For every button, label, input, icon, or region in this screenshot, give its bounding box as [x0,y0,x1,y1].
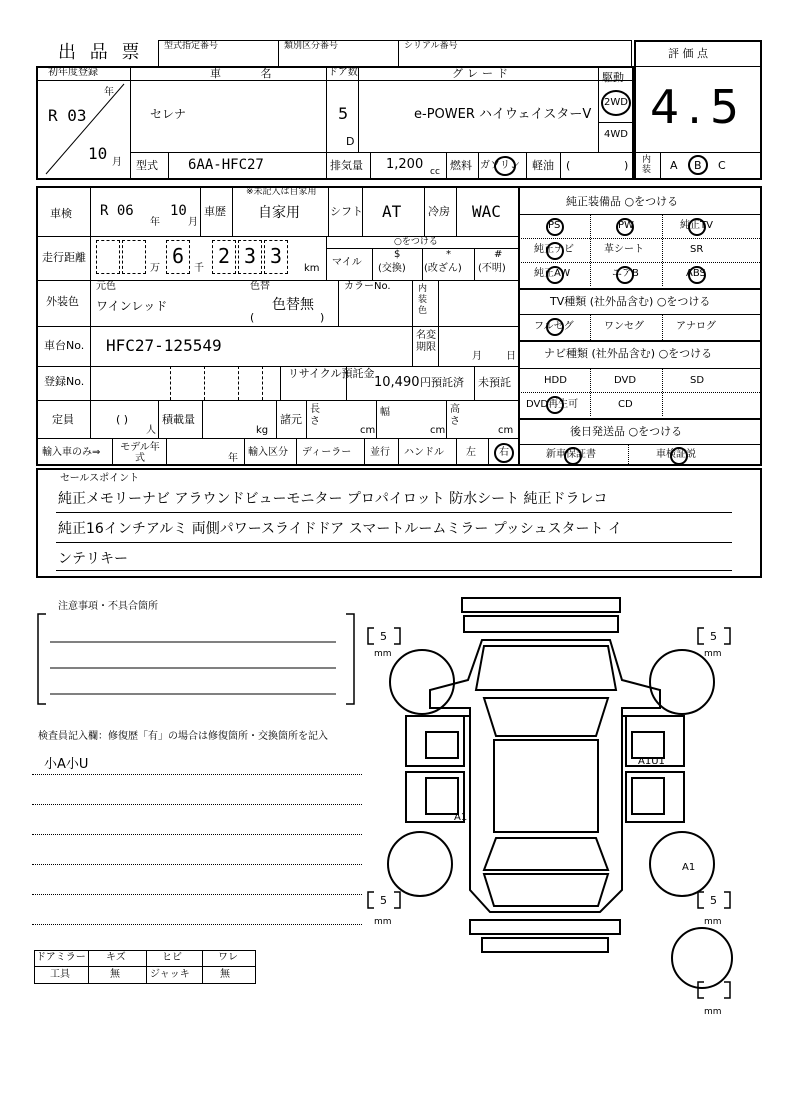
mileage-label: 走行距離 [42,251,86,264]
history-note: ※未記入は自家用 [246,187,317,197]
tv-analog: アナログ [676,321,716,332]
tv-fullseg: フルセグ [534,321,574,332]
katashiki-label: 型式指定番号 [164,41,219,51]
interior-c: C [718,159,726,172]
recycle-label: リサイクル預託金 [288,367,375,380]
repaint-value: 色替無 [272,297,314,313]
mileage-digit-6: 3 [270,244,283,268]
serial-label: シリアル番号 [404,41,458,51]
original-color: ワインレッド [96,299,168,313]
original-color-label: 元色 [96,281,116,292]
doors-suffix: D [346,135,355,148]
equip-sr: SR [690,244,704,255]
chassis-value: HFC27-125549 [106,336,222,355]
tread-rl-mm: mm [374,917,392,927]
dealer-label: ディーラー [302,447,352,458]
drive-2wd: 2WD [604,97,628,108]
km-unit: km [304,263,320,274]
grade-label: グレード [452,67,512,80]
car-damage-diagram [360,590,780,1090]
table-r2c4: 無 [220,969,230,980]
first-reg-month: 10 [88,144,108,163]
header-id-fields [158,40,632,68]
doors-value: 5 [338,104,349,123]
interior-a: A [670,159,678,172]
kaizan-label: (改ざん) [424,263,462,274]
fuel-label: 燃料 [450,159,472,172]
table-r2c1: 工具 [50,969,70,980]
notes-bracket [36,610,356,710]
mile-label: マイル [332,257,362,268]
tv-title: TV種類 (社外品含む) ○をつける [550,295,711,308]
repaint-paren-close: ) [320,311,325,324]
displacement-label: 排気量 [330,159,363,172]
repaint-paren-open: ( [250,311,255,324]
cc-unit: cc [430,167,440,177]
tread-rl: 5 [380,894,387,907]
navi-title: ナビ種類 (社外品含む) ○をつける [544,347,713,360]
recycle-not: 未預託 [478,376,511,389]
tread-fr: 5 [710,630,717,643]
car-name-label: 車 名 [210,67,290,80]
shaken-year-unit: 年 [150,217,160,228]
interior-label: 内装 [642,155,652,175]
model-value: 6AA-HFC27 [188,157,264,173]
grade-value: e-POWER ハイウェイスターV [414,107,592,122]
fuel-paren-open: ( [566,159,571,172]
ac-value: WAC [472,202,501,221]
length-label: 長さ [310,404,320,427]
exterior-label: 外装色 [46,295,79,308]
sales-line-3: ンテリキー [58,551,128,567]
reg-no-label: 登録No. [44,375,85,388]
mileage-digit-3: 6 [172,244,185,268]
koukan-symbol: $ [394,249,401,260]
load-label: 積載量 [162,413,195,426]
equip-abs: ABS [686,268,706,279]
height-label: 高さ [450,404,460,427]
handle-left: 左 [466,447,476,458]
length-cm-unit: cm [360,425,376,436]
person-unit: 人 [146,425,156,436]
fumei-symbol: # [494,249,503,260]
ac-label: 冷房 [428,205,450,218]
navi-sd: SD [690,375,705,386]
tread-fl: 5 [380,630,387,643]
mark-label: ○をつける [394,237,438,247]
navi-hdd: HDD [544,375,567,386]
sen-unit: 千 [194,263,204,274]
import-label: 輸入車のみ⇒ [42,447,101,458]
shaken-month: 10 [170,203,187,219]
ruibetsu-label: 類別区分番号 [284,41,339,51]
first-reg-label: 初年度登録 [48,67,98,78]
mileage-digit-4: 2 [218,244,231,268]
equip-airbag: エアB [612,268,639,279]
history-value: 自家用 [258,205,300,221]
spare-mm: mm [704,1007,722,1017]
tread-rr-mm: mm [704,917,722,927]
kaizan-symbol: * [446,249,451,260]
equip-pw: PW [618,220,634,231]
equip-navi: 純正ナビ [534,244,574,255]
shaken-month-unit: 月 [188,217,198,228]
table-r1c2: キズ [106,952,126,963]
parallel-label: 並行 [370,447,390,458]
score-value: 4.5 [650,80,748,134]
form-title: 出 品 票 [58,42,144,63]
drive-4wd: 4WD [604,129,628,140]
equip-aw: 純正AW [534,268,571,279]
height-cm-unit: cm [498,425,514,436]
mileage-digit-5: 3 [244,244,257,268]
koukan-label: (交換) [378,263,406,274]
table-r1c1: ドアミラー [36,952,86,963]
table-r2c2: 無 [110,969,120,980]
name-change-label: 名変期限 [416,330,436,353]
color-no-label: カラーNo. [344,281,391,292]
fumei-label: (不明) [478,263,506,274]
sales-label: セールスポイント [60,473,140,484]
notes-label: 注意事項・不具合箇所 [58,601,158,612]
navi-cd: CD [618,399,633,410]
first-reg-month-unit: 月 [112,157,122,168]
interior-color-label: 内装色 [418,284,428,316]
shaken-year: R 06 [100,203,134,219]
sales-line-1: 純正メモリーナビ アラウンドビューモニター プロパイロット 防水シート 純正ドラレコ [58,491,608,507]
inspector-label: 検査員記入欄：修復歴「有」の場合は修復箇所・交換箇所を記入 [38,731,328,742]
man-unit: 万 [150,263,160,274]
mark-a1u1: A1U1 [638,756,665,767]
recycle-amount: 10,490 [374,375,420,390]
later-title: 後日発送品 ○をつける [570,425,683,438]
mark-a1-rear: A1 [682,862,696,873]
navi-dvd-playback: DVD再生可 [526,399,579,410]
capacity-paren: ( ) [116,413,129,426]
navi-dvd: DVD [614,375,637,386]
equip-tv: 純正TV [680,220,713,231]
handle-right: 右 [499,447,509,458]
table-r1c3: ヒビ [162,952,182,963]
table-r2c3: ジャッキ [150,969,190,980]
shift-label: シフト [330,205,363,218]
model-year-label: モデル年式 [120,442,160,464]
sales-line-2: 純正16インチアルミ 両側パワースライドドア スマートルームミラー プッシュスタート イ [58,521,622,537]
history-label: 車歴 [204,205,226,218]
width-label: 幅 [380,407,390,418]
shift-value: AT [382,202,402,221]
drive-label: 駆動 [602,71,624,84]
kg-unit: kg [256,425,269,436]
recycle-deposited: 円預託済 [420,376,464,389]
import-type-label: 輸入区分 [248,447,288,458]
inspector-note: 小A小U [44,757,89,772]
later-inspection: 車検証説 [656,449,696,460]
handle-label: ハンドル [404,447,444,458]
doors-label: ドア数 [328,67,358,78]
dimensions-label: 諸元 [280,413,302,426]
tread-fr-mm: mm [704,649,722,659]
chassis-label: 車台No. [44,339,85,352]
mark-a1-left: A1 [454,812,468,823]
repaint-label: 色替 [250,281,270,292]
equipment-title: 純正装備品 ○をつける [566,195,679,208]
name-change-day-unit: 日 [506,351,516,362]
later-warranty: 新車保証書 [546,449,596,460]
table-r1c4: ワレ [218,952,238,963]
tread-rr: 5 [710,894,717,907]
displacement-value: 1,200 [386,157,424,172]
width-cm-unit: cm [430,425,446,436]
first-reg-era-year: R 03 [48,106,87,125]
shaken-label: 車検 [50,207,72,220]
first-reg-year-unit: 年 [104,87,114,98]
model-year-unit: 年 [228,453,238,464]
interior-b: B [694,159,702,172]
score-label: 評 価 点 [668,47,708,60]
model-label: 型式 [136,159,158,172]
fuel-paren-close: ) [624,159,629,172]
name-change-month-unit: 月 [472,351,482,362]
tv-oneseg: ワンセグ [604,321,644,332]
capacity-label: 定員 [52,413,74,426]
car-name: セレナ [150,107,187,121]
tread-fl-mm: mm [374,649,392,659]
equip-leather: 革シート [604,244,644,255]
fuel-gasoline: ガソリン [480,160,520,171]
fuel-diesel: 軽油 [532,159,554,172]
equip-ps: PS [548,220,561,231]
